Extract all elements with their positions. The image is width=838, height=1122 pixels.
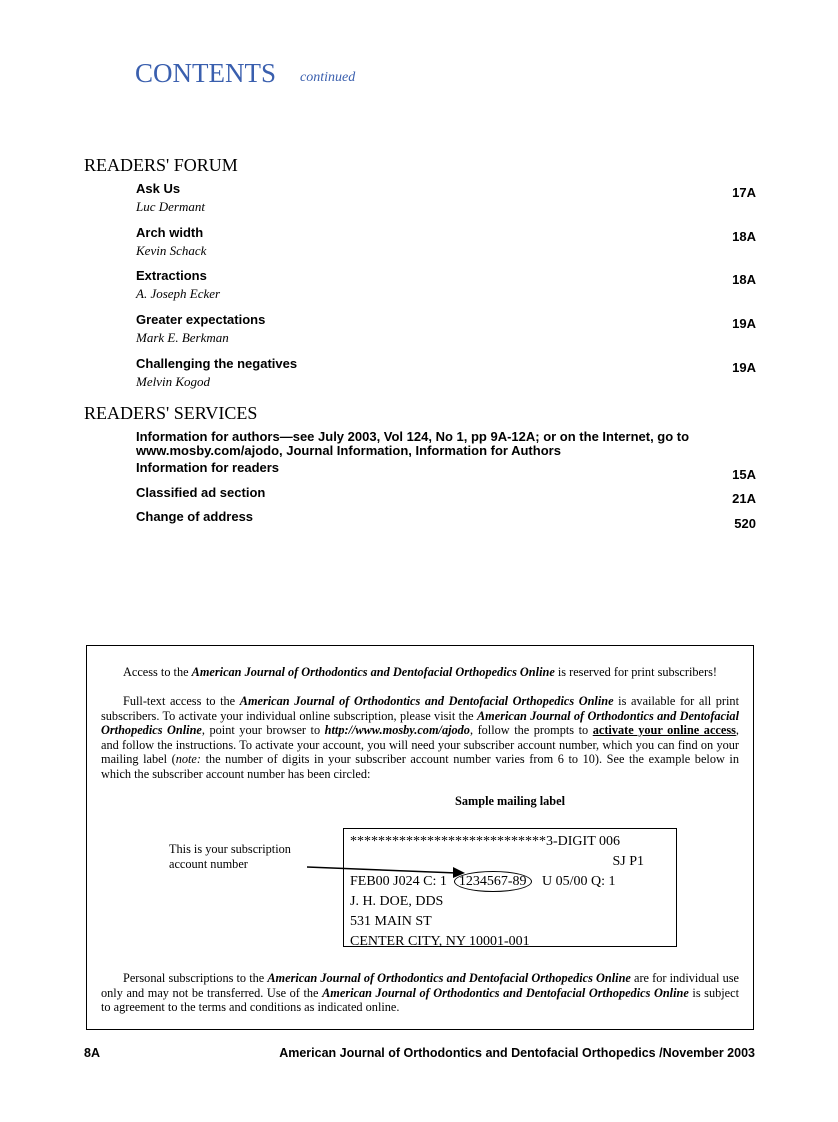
entry-page: 15A	[732, 467, 756, 482]
entry-author: Melvin Kogod	[136, 374, 211, 389]
online-access-box	[86, 645, 754, 1030]
toc-entry[interactable]	[136, 509, 756, 531]
circled-account-number: 1234567-89	[454, 871, 532, 892]
label-line: FEB00 J024 C: 1 1234567-89 U 05/00 Q: 1	[350, 872, 670, 892]
entry-title: Change of address	[136, 509, 254, 524]
entry-title: Classified ad section	[136, 485, 266, 500]
entry-title: Extractions	[136, 268, 207, 283]
entry-title: Information for authors—see July 2003, Vol 124, No 1, pp 9A-12A; or on the Internet, go to www.mosby.com/ajodo, Journal Information, Information for Authors	[136, 429, 690, 458]
section-heading-readers-services: READERS' SERVICES	[84, 403, 258, 423]
entry-author: Kevin Schack	[136, 243, 207, 258]
entry-title: Ask Us	[136, 181, 181, 196]
section-heading-readers-forum: READERS' FORUM	[84, 155, 238, 175]
entry-page: 18A	[732, 229, 756, 244]
footer-page-number: 8A	[84, 1046, 100, 1060]
toc-entry[interactable]	[136, 460, 756, 482]
page-subtitle: continued	[300, 70, 356, 85]
label-line: CENTER CITY, NY 10001-001	[350, 934, 530, 949]
access-paragraph: Access to the American Journal of Orthodontics and Dentofacial Orthopedics Online is reserved for print subscribers!	[123, 665, 717, 679]
personal-use-paragraph: Personal subscriptions to the American Journal of Orthodontics and Dentofacial Orthopedics Online are for individual use only and may not be transferred. Use of the American Journal of Orthodontics and Dentofacial Orthopedics Online is subject to agreement to the terms and conditions as indicated online.	[101, 971, 740, 1014]
label-line: J. H. DOE, DDS	[350, 894, 444, 909]
activate-access-link[interactable]: activate your online access	[592, 723, 736, 737]
toc-entry[interactable]	[136, 181, 756, 215]
toc-entry[interactable]	[136, 225, 756, 259]
entry-page: 21A	[732, 491, 756, 506]
entry-author: Luc Dermant	[136, 199, 205, 214]
entry-page: 520	[734, 516, 756, 531]
journal-url-link[interactable]: http://www.mosby.com/ajodo	[324, 723, 470, 737]
toc-entry[interactable]	[136, 312, 756, 346]
page-title: CONTENTS	[135, 58, 276, 88]
entry-page: 19A	[732, 360, 756, 375]
entry-title: Greater expectations	[136, 312, 266, 327]
entry-page: 18A	[732, 272, 756, 287]
instructions-paragraph: Full-text access to the American Journal of Orthodontics and Dentofacial Orthopedics Online is available for all print subscribers. To activate your individual online subscription, please visit the American Journal of Orthodontics and Dentofacial Orthopedics Online, point your browser to http://www.mosby.com/ajodo, follow the prompts to activate your online access, and follow the instructions. To activate your account, you will need your subscriber account number, which you can find on your mailing label (note: the number of digits in your subscriber account number varies from 6 to 10). See the example below in which the subscriber account number has been circled:	[101, 694, 739, 781]
label-line: SJ P1	[612, 854, 644, 869]
entry-page: 19A	[732, 316, 756, 331]
toc-entry[interactable]	[136, 268, 756, 302]
label-line: ****************************3-DIGIT 006	[350, 834, 621, 849]
toc-entry-info-authors[interactable]	[136, 430, 716, 458]
callout-text: This is your subscription account number	[169, 842, 291, 871]
toc-entry[interactable]	[136, 485, 756, 506]
entry-author: A. Joseph Ecker	[136, 286, 221, 301]
toc-entry[interactable]	[136, 356, 756, 390]
entry-title: Arch width	[136, 225, 204, 240]
entry-author: Mark E. Berkman	[136, 330, 229, 345]
entry-title: Information for readers	[136, 460, 280, 475]
footer-journal: American Journal of Orthodontics and Dentofacial Orthopedics /November 2003	[279, 1046, 755, 1060]
sample-label-heading: Sample mailing label	[455, 794, 565, 808]
label-line: 531 MAIN ST	[350, 914, 432, 929]
entry-title: Challenging the negatives	[136, 356, 298, 371]
sample-mailing-label	[343, 828, 677, 947]
entry-page: 17A	[732, 185, 756, 200]
